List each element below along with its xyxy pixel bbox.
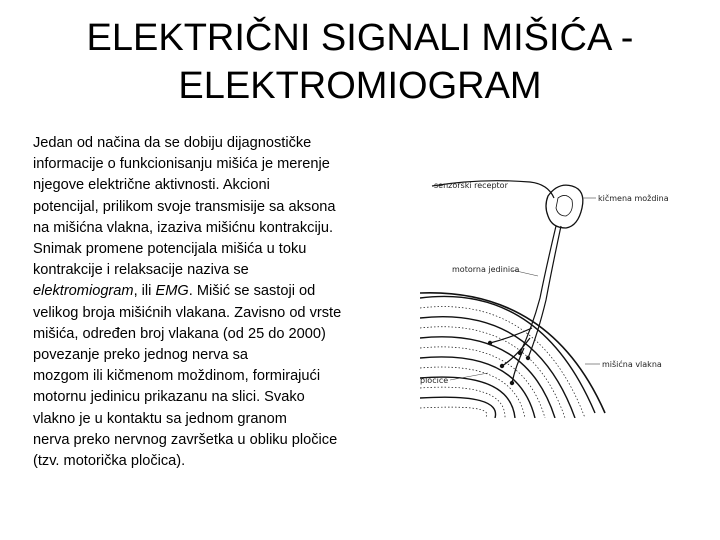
term-emg: EMG [155,283,189,300]
body-line: Snimak promene potencijala mišića u toku [33,241,307,258]
body-line: mišića, određen broj vlakana (od 25 do 2000) [33,325,326,342]
body-line: njegove električne aktivnosti. Akcioni [33,177,270,194]
body-line: potencijal, prilikom svoje transmisije sa aksona [33,198,336,215]
body-line: mozgom ili kičmenom moždinom, formirajući [33,368,321,385]
slide-title-line-2: ELEKTROMIOGRAM [178,65,542,107]
body-text-fragment: , ili [133,283,156,300]
body-line: povezanje preko jednog nerva sa [33,347,249,364]
body-line: informacije o funkcionisanju mišića je merenje [33,156,330,173]
slide-title [40,14,680,110]
body-line: kontrakcije i relaksacije naziva se [33,262,249,279]
motor-unit-figure [420,168,720,418]
nerve-illustration [432,181,561,383]
label-muscle-fiber: mišićna vlakna [602,360,662,369]
label-spinal-cord: kičmena moždina [598,194,669,203]
body-line: (tzv. motorička pločica). [33,453,186,470]
leader-lines [450,198,600,380]
body-line: Jedan od načina da se dobiju dijagnostičke [33,135,312,151]
term-elektromiogram: elektromiogram [33,283,134,300]
label-sensory-receptor: senzorski receptor [434,181,508,190]
label-motor-unit: motorna jedinica [452,265,520,274]
body-line: velikog broja mišićnih vlakana. Zavisno od vrste [33,304,342,321]
slide-title-line-1: ELEKTRIČNI SIGNALI MIŠIĆA - [86,17,634,59]
body-line-emg [33,281,383,302]
body-line: na mišićna vlakna, izaziva mišićnu kontrakciju. [33,219,334,236]
label-plates: pločice [420,376,449,385]
body-text-fragment: . Mišić se sastoji od [188,283,316,300]
end-plates-illustration [488,341,530,385]
body-line: nerva preko nervnog završetka u obliku pločice [33,431,338,448]
muscle-fibers-illustration [420,293,605,418]
body-paragraph [33,133,383,472]
spinal-cord-illustration [546,185,583,228]
body-line: vlakno je u kontaktu sa jednom granom [33,410,287,427]
body-line: motornu jedinicu prikazanu na slici. Svako [33,389,305,406]
